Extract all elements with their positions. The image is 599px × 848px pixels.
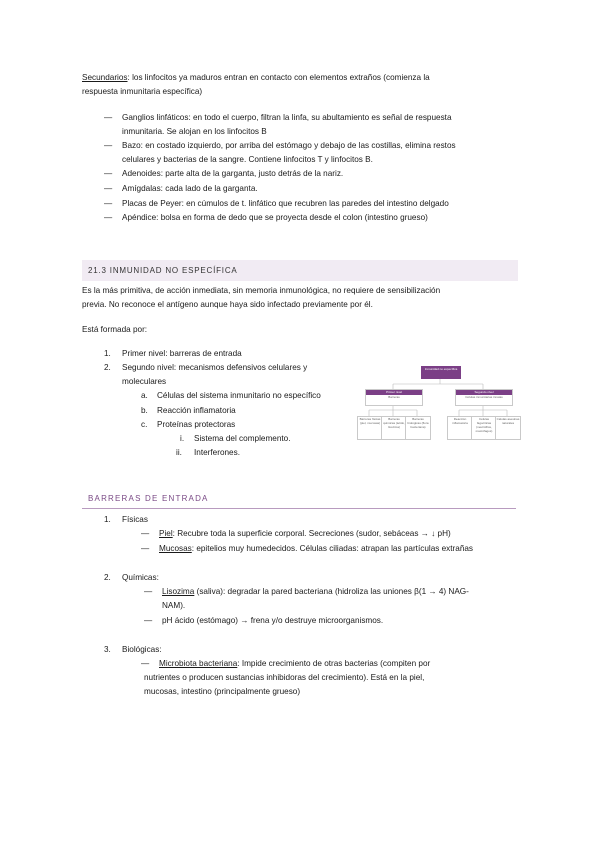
- subsection-title: BARRERAS DE ENTRADA: [88, 494, 209, 503]
- diagram-leaf-label: Barreras físicas (piel, mucosas): [359, 417, 381, 425]
- diagram-node-right: [455, 389, 513, 406]
- list-item-text: Células del sistema inmunitario no específico: [157, 391, 321, 400]
- list-item: [104, 139, 504, 167]
- definition: : Recubre toda la superficie corporal. Secreciones (sudor, sebáceas → ↓ pH): [172, 529, 451, 538]
- diagram-right-header: Segundo nivel: [456, 390, 512, 395]
- list-item-text: Proteínas protectoras: [157, 420, 236, 429]
- intro-term: Secundarios: [82, 73, 128, 82]
- dash-bullet: —: [141, 659, 150, 668]
- list-item-text: celulares y bacterias de la sangre. Contiene linfocitos T y linfocitos B.: [122, 155, 373, 164]
- list-item: [104, 111, 504, 139]
- dash-bullet: —: [144, 616, 153, 625]
- dash-bullet: —: [141, 529, 150, 538]
- dash-bullet: —: [104, 184, 113, 193]
- list-number: 3.: [104, 645, 111, 654]
- dash-bullet: —: [104, 169, 113, 178]
- dash-bullet: —: [104, 213, 113, 222]
- list-letter: a.: [141, 391, 148, 400]
- list-item-text: Adenoides: parte alta de la garganta, justo detrás de la nariz.: [122, 169, 344, 178]
- dash-bullet: —: [104, 199, 113, 208]
- list-item-text: Ganglios linfáticos: en todo el cuerpo, filtran la linfa, su abultamiento es señal de respuesta: [122, 113, 452, 122]
- diagram-right-sub: Células inmunitarias innatas: [465, 395, 503, 399]
- list-roman: ii.: [176, 448, 182, 457]
- definition-line2: nutrientes o producen sustancias inhibidoras del crecimiento). Está en la piel,: [144, 673, 425, 682]
- diagram-leaf-label: Células fagocíticas (neutrófilos, macrófagos): [475, 417, 493, 433]
- list-item-label: Físicas: [122, 515, 148, 524]
- intro-paragraph: [82, 71, 512, 99]
- term: Piel: [159, 529, 173, 538]
- dash-bullet: —: [104, 113, 113, 122]
- description-line: Es la más primitiva, de acción inmediata, sin memoria inmunológica, no requiere de sensibilización: [82, 286, 441, 295]
- list-number: 2.: [104, 573, 111, 582]
- definition: : Impide crecimiento de otras bacterias (compiten por: [237, 659, 431, 668]
- dash-bullet: —: [141, 544, 150, 553]
- dash-bullet: —: [104, 141, 113, 150]
- subsection-heading: [82, 490, 516, 509]
- list-item-label: Químicas:: [122, 573, 159, 582]
- definition-line2: NAM).: [162, 601, 186, 610]
- list-item-text: Amígdalas: cada lado de la garganta.: [122, 184, 258, 193]
- list-number: 2.: [104, 363, 111, 372]
- list-letter: c.: [141, 420, 148, 429]
- diagram-left-header: Primer nivel: [366, 390, 422, 395]
- diagram-leaf-label: Barreras biológicas (flora bacteriana): [407, 417, 429, 429]
- immunity-diagram: [355, 358, 525, 443]
- list-item-text: Apéndice: bolsa en forma de dedo que se proyecta desde el colon (intestino grueso): [122, 213, 428, 222]
- dash-bullet: —: [144, 587, 153, 596]
- formed-by-text: Está formada por:: [82, 325, 148, 334]
- diagram-leaf-label: Células asesinas naturales: [496, 417, 520, 425]
- definition: pH ácido (estómago) → frena y/o destruye microorganismos.: [162, 616, 384, 625]
- section-heading: [82, 260, 518, 281]
- list-item: [104, 211, 504, 225]
- diagram-left-sub: Barreras: [388, 395, 400, 399]
- list-item-text: Interferones.: [194, 448, 240, 457]
- section-title: 21.3 INMUNIDAD NO ESPECÍFICA: [88, 266, 238, 275]
- definition: : epitelios muy humedecidos. Células ciliadas: atrapan las partículas extrañas: [191, 544, 474, 553]
- term: Mucosas: [159, 544, 192, 553]
- diagram-root-label: Inmunidad no específica: [424, 367, 458, 371]
- definition-line3: mucosas, intestino (principalmente grueso): [144, 687, 301, 696]
- diagram-leaf: [381, 416, 407, 440]
- list-item-text: Sistema del complemento.: [194, 434, 291, 443]
- diagram-leaf: [495, 416, 521, 440]
- diagram-leaf: [405, 416, 431, 440]
- term: Lisozima: [162, 587, 195, 596]
- description-line: previa. No reconoce el antígeno aunque haya sido infectado previamente por él.: [82, 300, 373, 309]
- list-number: 1.: [104, 349, 111, 358]
- diagram-leaf: [357, 416, 383, 440]
- diagram-node-left: [365, 389, 423, 406]
- list-item-text: Placas de Peyer: en cúmulos de t. linfático que recubren las paredes del intestino delgado: [122, 199, 449, 208]
- definition: (saliva): degradar la pared bacteriana (hidroliza las uniones β(1 → 4) NAG-: [194, 587, 469, 596]
- intro-text-line2: respuesta inmunitaria específica): [82, 87, 203, 96]
- diagram-leaf: [447, 416, 473, 440]
- intro-text: : los linfocitos ya maduros entran en contacto con elementos extraños (comienza la: [127, 73, 430, 82]
- list-item-text: moleculares: [122, 377, 167, 386]
- section-description: [82, 284, 522, 312]
- list-item-text: Reacción inflamatoria: [157, 406, 236, 415]
- list-item: [104, 182, 504, 196]
- diagram-root: [421, 366, 461, 379]
- list-roman: i.: [180, 434, 185, 443]
- list-item-text: Segundo nivel: mecanismos defensivos celulares y: [122, 363, 308, 372]
- list-letter: b.: [141, 406, 148, 415]
- list-item-label: Biológicas:: [122, 645, 162, 654]
- list-item-text: Primer nivel: barreras de entrada: [122, 349, 242, 358]
- list-item: [104, 197, 504, 211]
- diagram-leaf: [471, 416, 497, 440]
- list-item-text: inmunitaria. Se alojan en los linfocitos B: [122, 127, 267, 136]
- term: Microbiota bacteriana: [159, 659, 238, 668]
- list-item: [104, 167, 504, 181]
- list-item-text: Bazo: en costado izquierdo, por arriba del estómago y debajo de las costillas, elimina restos: [122, 141, 456, 150]
- diagram-leaf-label: Reacción inflamatoria: [452, 417, 468, 425]
- diagram-leaf-label: Barreras químicas (ácido, lisozima): [383, 417, 405, 429]
- list-number: 1.: [104, 515, 111, 524]
